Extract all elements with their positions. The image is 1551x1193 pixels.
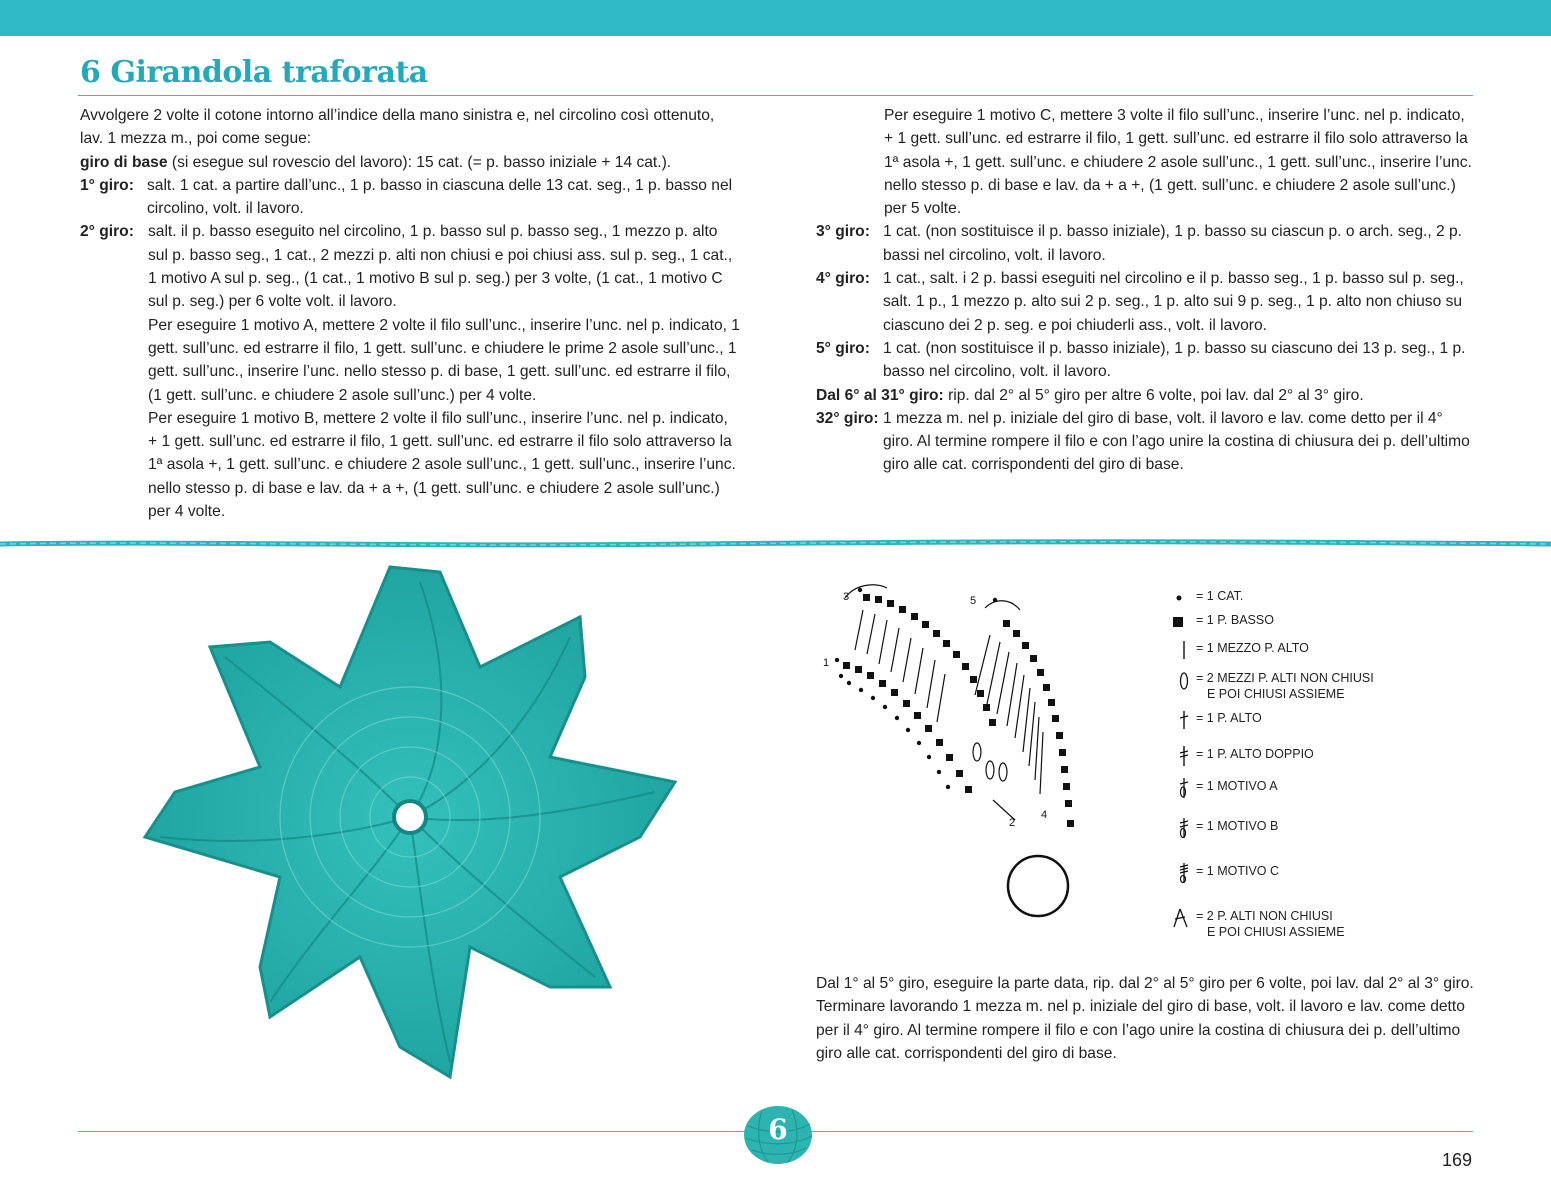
rounds-6-31-text: rip. dal 2° al 5° giro per altre 6 volte, poi lav. dal 2° al 3° giro. xyxy=(948,386,1364,404)
chart-label-3: 3 xyxy=(843,591,850,603)
round-2-label: 2° giro: xyxy=(80,223,134,241)
round-5-text: 1 cat. (non sostituisce il p. basso iniziale), 1 p. basso su ciascuno dei 13 p. seg., 1 p. basso nel circolino, volt. il lavoro. xyxy=(883,339,1466,381)
motif-b-paragraph: Per eseguire 1 motivo B, mettere 2 volte il filo sull’unc., inserire l’unc. nel p. indicato, + 1 gett. sull’unc. ed estrarre il filo, 1 gett. sull’unc. ed estrarre il filo solo attraverso la 1ª asola +, 1 gett. sull’unc. e chiudere 2 asole sull’unc., 1 gett. sull’unc., inserire l’unc. nello stesso p. di base e lav. da + a +, (1 gett. sull’unc. e chiudere 2 asole sull’unc.) per 4 volte. xyxy=(148,409,736,521)
round-2-text: salt. il p. basso eseguito nel circolino, 1 p. basso sul p. basso seg., 1 mezzo p. alto sul p. basso seg., 1 cat., 2 mezzi p. alti non chiusi e poi chiusi ass. sul p. seg., 1 cat., 1 motivo A sul p. seg., (1 cat., 1 motivo B sul p. seg.) per 3 volte, (1 cat., 1 motivo C sul p. seg.) per 6 volte volt. il lavoro. xyxy=(148,223,733,311)
round-32 xyxy=(816,407,1476,477)
round-3-label: 3° giro: xyxy=(816,223,870,241)
chart-magic-ring xyxy=(1008,856,1068,916)
intro-paragraph: Avvolgere 2 volte il cotone intorno all’indice della mano sinistra e, nel circolino così ottenuto, lav. 1 mezza m., poi come segue: xyxy=(80,107,715,148)
legend-item-dc2tog: = 2 P. ALTI NON CHIUSI E POI CHIUSI ASSIEME xyxy=(1170,908,1345,940)
stitch-legend xyxy=(1170,586,1470,946)
round-3-text: 1 cat. (non sostituisce il p. basso iniziale), 1 p. basso su ciascun p. o arch. seg., 2 p. bassi nel circolino, volt. il lavoro. xyxy=(883,223,1463,264)
rounds-6-31 xyxy=(816,384,1476,407)
round-4-label: 4° giro: xyxy=(816,270,870,288)
round-1-text: salt. 1 cat. a partire dall’unc., 1 p. basso in ciascuna delle 13 cat. seg., 1 p. basso nel circolino, volt. il lavoro. xyxy=(147,176,733,218)
round-5-label: 5° giro: xyxy=(816,339,870,357)
motif-a-paragraph: Per eseguire 1 motivo A, mettere 2 volte il filo sull’unc., inserire l’unc. nel p. indicato, 1 gett. sull’unc. ed estrarre il filo, 1 gett. sull’unc. e chiudere le prime 2 asole sull’unc., 1 gett. sull’unc., inserire l’unc. nello stesso p. di base, 1 gett. sull’unc. ed estrarre il filo, (1 gett. sull’unc. e chiudere 2 asole sull’unc.) per 4 volte. xyxy=(148,316,740,404)
base-round-text: (si esegue sul rovescio del lavoro): 15 cat. (= p. basso iniziale + 14 cat.). xyxy=(171,153,672,171)
round-1-label: 1° giro: xyxy=(80,176,134,194)
title-divider xyxy=(78,95,1473,96)
legend-item-chain: = 1 CAT. xyxy=(1170,588,1243,608)
base-round-label: giro di base xyxy=(80,153,168,171)
page-title: 6 Girandola traforata xyxy=(80,55,428,90)
hdc-cluster-icon xyxy=(1170,670,1196,690)
round-4-text: 1 cat., salt. i 2 p. bassi eseguiti nel circolino e il p. basso seg., 1 p. basso sul p. seg., salt. 1 p., 1 mezzo p. alto sui 2 p. seg., 1 p. alto sui 9 p. seg., 1 p. alto non chiuso su ciascuno dei 2 p. seg. e poi chiuderli ass., volt. il lavoro. xyxy=(883,270,1464,334)
motif-b-icon xyxy=(1170,818,1196,838)
round-3 xyxy=(816,220,1476,267)
rounds-6-31-label: Dal 6° al 31° giro: xyxy=(816,386,944,404)
legend-item-motif-b: = 1 MOTIVO B xyxy=(1170,818,1278,838)
chart-row-sc-outer xyxy=(863,594,996,726)
legend-item-hdc: = 1 MEZZO P. ALTO xyxy=(1170,640,1309,660)
motif-c-icon xyxy=(1170,863,1196,883)
chart-row-sc-inner xyxy=(843,662,972,793)
legend-item-treble: = 1 P. ALTO DOPPIO xyxy=(1170,746,1314,766)
chart-label-1: 1 xyxy=(823,657,830,669)
instructions-right-column xyxy=(816,104,1476,477)
chart-label-2: 2 xyxy=(1009,817,1016,829)
page-number: 169 xyxy=(1441,1150,1472,1170)
round-5 xyxy=(816,337,1476,384)
half-double-crochet-icon xyxy=(1170,640,1196,660)
chart-instructions-paragraph: Dal 1° al 5° giro, eseguire la parte data, rip. dal 2° al 5° giro per 6 volte, poi lav. dal 2° al 3° giro. Terminare lavorando 1 mezza m. nel p. iniziale del giro di base, volt. il lavoro e lav. come detto per il 4° giro. Al termine rompere il filo e con l’ago unire la costina di chiusura dei p. dell’ultimo giro alle cat. corrispondenti del giro di base. xyxy=(816,975,1474,1062)
chart-label-4: 4 xyxy=(1041,809,1048,821)
round-32-text: 1 mezza m. nel p. iniziale del giro di base, volt. il lavoro e lav. come detto per il 4° giro. Al termine rompere il filo e con l’ago unire la costina di chiusura dei p. dell’ultimo giro alle cat. corrispondenti del giro di base. xyxy=(883,409,1470,474)
double-crochet-icon xyxy=(1170,710,1196,730)
chart-label-5: 5 xyxy=(970,595,977,607)
round-2 xyxy=(80,220,740,313)
top-accent-bar xyxy=(0,0,1551,36)
round-1 xyxy=(80,174,740,221)
chapter-number: 6 xyxy=(768,1113,788,1146)
motif-a-icon xyxy=(1170,778,1196,798)
yarn-divider xyxy=(0,538,1551,550)
motif-c-paragraph: Per eseguire 1 motivo C, mettere 3 volte il filo sull’unc., inserire l’unc. nel p. indicato, + 1 gett. sull’unc. ed estrarre il filo, 1 gett. sull’unc. ed estrarre il filo solo attraverso la 1ª asola +, 1 gett. sull’unc. e chiudere 2 asole sull’unc., 1 gett. sull’unc., inserire l’unc. nello stesso p. di base e lav. da + a +, (1 gett. sull’unc. e chiudere 2 asole sull’unc.) per 5 volte. xyxy=(884,107,1472,218)
dc2tog-icon xyxy=(1170,908,1196,928)
single-crochet-square-icon xyxy=(1170,612,1196,632)
legend-item-hdc-cluster: = 2 MEZZI P. ALTI NON CHIUSI E POI CHIUSI ASSIEME xyxy=(1170,670,1374,702)
chart-stitch-posts xyxy=(845,585,1043,820)
base-round-paragraph xyxy=(80,151,740,174)
legend-item-dc: = 1 P. ALTO xyxy=(1170,710,1262,730)
instructions-left-column xyxy=(80,104,740,523)
legend-item-motif-c: = 1 MOTIVO C xyxy=(1170,863,1279,883)
crochet-chart-diagram xyxy=(815,580,1115,920)
legend-item-single-crochet: = 1 P. BASSO xyxy=(1170,612,1274,632)
crochet-star-photo xyxy=(140,555,700,1095)
legend-item-motif-a: = 1 MOTIVO A xyxy=(1170,778,1278,798)
treble-crochet-icon xyxy=(1170,746,1196,766)
round-32-label: 32° giro: xyxy=(816,409,879,427)
round-4 xyxy=(816,267,1476,337)
chain-dot-icon xyxy=(1170,588,1196,608)
